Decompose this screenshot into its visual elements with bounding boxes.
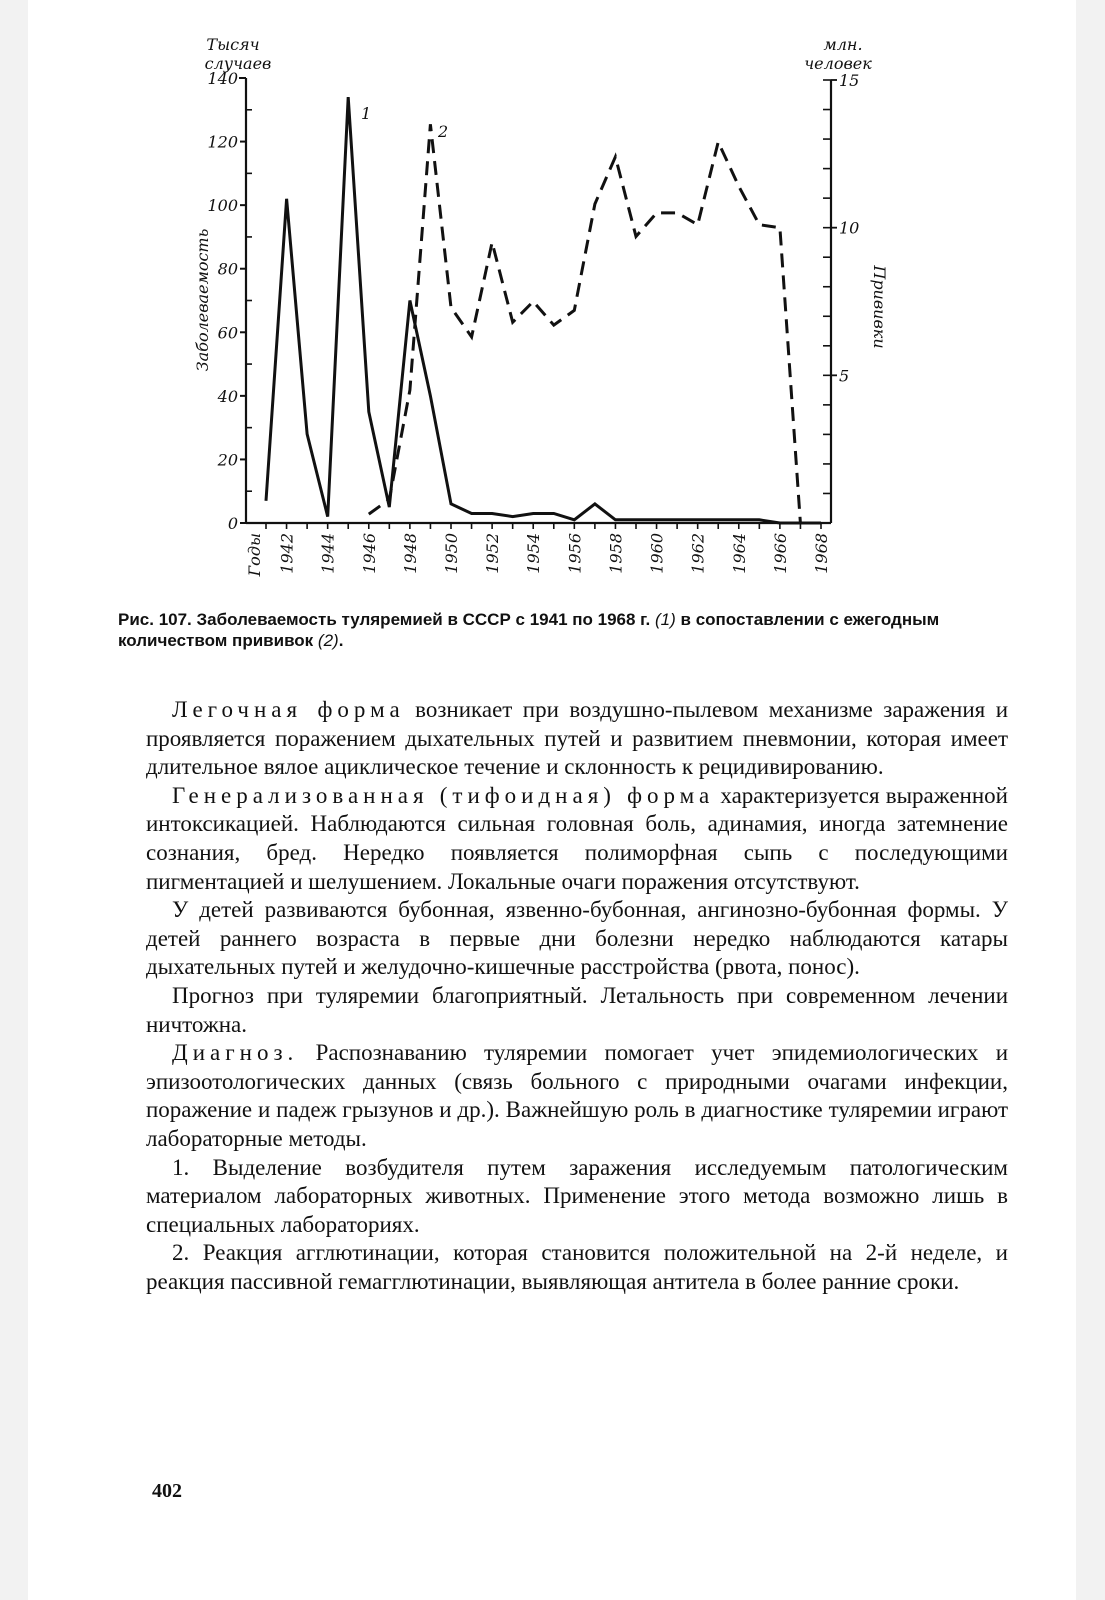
diagnosis-title: Диагноз. [172, 1040, 299, 1066]
right-tick-label: 15 [839, 71, 860, 90]
paragraph-prognosis [146, 982, 1008, 1039]
right-tick-label: 5 [839, 366, 850, 386]
left-tick-label: 60 [217, 323, 238, 343]
x-tick-label: 1954 [524, 533, 544, 574]
left-tick-label: 40 [217, 386, 238, 406]
left-tick-label: 120 [207, 132, 238, 152]
x-tick-label: 1966 [770, 533, 790, 574]
page-number: 402 [152, 1480, 182, 1502]
series-1-label: 1 [361, 104, 372, 123]
x-tick-label: 1964 [729, 533, 749, 574]
tularemia-chart [28, 0, 1076, 600]
x-tick-label: 1960 [647, 533, 667, 574]
series-1-line [266, 97, 821, 523]
x-tick-label: 1962 [688, 533, 708, 574]
method-1-text: 1. Выделение возбудителя путем заражения исследуемым патологическим материалом лабораторных животных. Применение этого метода возможно лишь в специальных лабораториях. [146, 1154, 1008, 1237]
x-tick-label: 1946 [359, 533, 379, 574]
series-2-label: 2 [438, 122, 449, 141]
paragraph-generalized [146, 782, 1008, 896]
caption-text: Заболеваемость туляремией в СССР с 1941 по 1968 г. [196, 610, 651, 629]
x-tick-label: 1942 [277, 533, 297, 574]
right-tick-label: 10 [839, 218, 860, 238]
right-axis-label: Прививки [870, 265, 889, 349]
x-tick-label: 1952 [483, 533, 503, 574]
left-axis-label: Заболеваемость [193, 228, 212, 372]
caption-marker-1: (1) [655, 610, 676, 629]
left-tick-label: 80 [217, 259, 238, 279]
generalized-form-text: характеризуется выраженной интоксикацией. Наблюдаются сильная головная боль, адинамия, иногда затемнение сознания, бред. Нередко появляется полиморфная сыпь с последующими пигментацией и шелушением. Локальные очаги поражения отсутствуют. [146, 782, 1008, 894]
x-tick-label: 1948 [400, 533, 420, 574]
paragraph-method-2 [146, 1239, 1008, 1296]
x-tick-label: 1956 [565, 533, 585, 574]
left-tick-label: 0 [227, 514, 238, 533]
left-tick-label: 20 [217, 450, 238, 470]
caption-end: . [338, 631, 344, 650]
x-tick-label: 1950 [442, 533, 461, 574]
series-2-line [369, 124, 801, 523]
method-2-text: 2. Реакция агглютинации, которая становится положительной на 2-й неделе, и реакция пассивной гемагглютинации, выявляющая антитела в более ранние сроки. [146, 1240, 1008, 1294]
series-layer [266, 97, 821, 523]
caption-middle: в сопоставлении с ежегодным количеством прививок [118, 610, 940, 650]
left-tick-label: 100 [207, 196, 238, 216]
figure-label: Рис. 107. [118, 610, 192, 629]
x-axis-ticks [266, 523, 831, 574]
paragraph-diagnosis [146, 1039, 1008, 1153]
right-axis-unit-line1: млн. [823, 35, 863, 54]
left-tick-label: 140 [207, 69, 238, 88]
right-axis-unit-line2: человек [804, 54, 872, 73]
left-axis-unit-line1: Тысяч [206, 35, 260, 54]
figure-caption [118, 609, 1008, 651]
book-page [28, 0, 1076, 1600]
paragraph-method-1 [146, 1154, 1008, 1240]
x-tick-label: 1958 [606, 533, 626, 574]
prognosis-text: Прогноз при туляремии благоприятный. Летальность при современном лечении ничтожна. [146, 982, 1008, 1037]
body-text [146, 696, 1008, 1296]
x-axis-prefix: Годы [245, 533, 264, 577]
paragraph-pulmonary [146, 696, 1008, 782]
diagnosis-text: Распознаванию туляремии помогает учет эпидемиологических и эпизоотологических данных (связь больного с природными очагами инфекции, поражение и падеж грызунов и др.). Важнейшую роль в диагностике туляремии играют лабораторные методы. [146, 1040, 1008, 1151]
paragraph-children [146, 896, 1008, 982]
pulmonary-form-title: Легочная форма [172, 697, 405, 722]
pulmonary-form-text: возникает при воздушно-пылевом механизме заражения и проявляется поражением дыхательных путей и развитием пневмонии, которая имеет длительное вялое ациклическое течение и склонность к рецидивированию. [146, 697, 1008, 780]
generalized-form-title: Генерализованная (тифоидная) форма [172, 782, 715, 808]
right-axis-ticks [823, 71, 859, 493]
children-text: У детей развиваются бубонная, язвенно-бубонная, ангинозно-бубонная формы. У детей раннего возраста в первые дни болезни нередко наблюдаются катары дыхательных путей и желудочно-кишечные расстройства (рвота, понос). [146, 897, 1008, 980]
x-tick-label: 1944 [318, 533, 338, 574]
caption-marker-2: (2) [317, 631, 339, 650]
left-axis-unit-line2: случаев [204, 54, 272, 73]
x-tick-label: 1968 [812, 533, 831, 574]
